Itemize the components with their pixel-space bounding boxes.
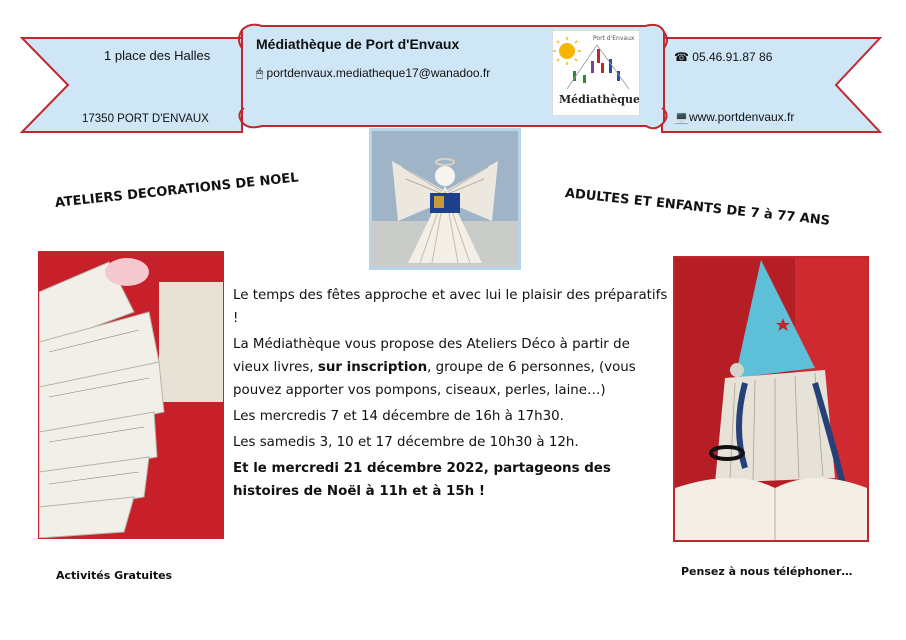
body-text [233, 284, 669, 506]
logo-text: Médiathèque [559, 93, 639, 106]
email-link[interactable]: portdenvaux.mediatheque17@wanadoo.fr [266, 66, 491, 80]
logo-graphic [553, 31, 639, 115]
page-title: Médiathèque de Port d'Envaux [256, 36, 460, 52]
free-activities-note: Activités Gratuites [56, 569, 173, 582]
mouse-icon: 🖱 [256, 66, 264, 80]
mediatheque-logo [552, 30, 640, 116]
phone-number: 05.46.91.87 86 [692, 50, 773, 64]
paragraph-workshops [233, 333, 669, 402]
folded-book-photo [38, 251, 224, 539]
paragraph-workshops-start: La Médiathèque vous propose des Ateliers Déco à partir de vieux livres, [233, 337, 630, 375]
phone-row [674, 50, 772, 64]
schedule-wednesdays: Les mercredis 7 et 14 décembre de 16h à 17h30. [233, 409, 564, 424]
angel-photo [369, 128, 521, 270]
website-link[interactable]: www.portdenvaux.fr [688, 110, 795, 124]
address-line-2: 17350 PORT D'ENVAUX [82, 113, 209, 125]
call-us-note: Pensez à nous téléphoner… [681, 565, 853, 578]
gnome-book-photo [673, 256, 869, 542]
logo-top-text: Port d'Envaux [593, 35, 635, 42]
headline-workshops: ATELIERS DECORATIONS DE NOEL [54, 170, 300, 211]
computer-icon: 💻 [674, 110, 689, 124]
web-row [674, 110, 794, 124]
telephone-icon: ☎ [674, 50, 689, 64]
paragraph-intro: Le temps des fêtes approche et avec lui le plaisir des préparatifs ! [233, 288, 668, 326]
address-line-1: 1 place des Halles [104, 48, 211, 63]
paragraph-workshops-end: , groupe de 6 personnes, (vous pouvez apporter vos pompons, ciseaux, perles, laine…) [233, 360, 636, 398]
headline-audience: ADULTES ET ENFANTS DE 7 à 77 ANS [564, 186, 831, 229]
registration-required: sur inscription [317, 360, 428, 375]
storytime-announcement: Et le mercredi 21 décembre 2022, partageons des histoires de Noël à 11h et à 15h ! [233, 461, 611, 499]
email-row [256, 66, 490, 81]
schedule-saturdays: Les samedis 3, 10 et 17 décembre de 10h30 à 12h. [233, 435, 579, 450]
